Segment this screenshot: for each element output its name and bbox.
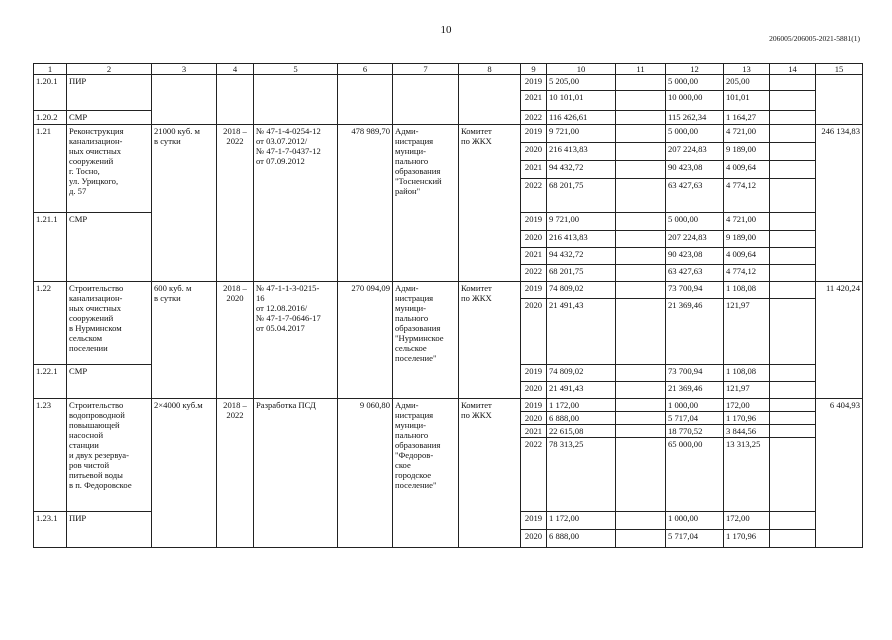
- year-cell: 2020: [521, 530, 547, 548]
- cost-cell: 478 989,70: [338, 125, 393, 282]
- col13-cell: 1 164,27: [724, 111, 770, 125]
- total-cell: 9 721,00: [547, 213, 616, 231]
- col12-cell: 21 369,46: [666, 382, 724, 399]
- row-number: 1.20.1: [34, 75, 67, 111]
- total-cell: 21 491,43: [547, 299, 616, 365]
- col12-cell: 18 770,52: [666, 425, 724, 438]
- col15-cell: [816, 75, 863, 125]
- year-cell: 2019: [521, 213, 547, 231]
- col12-cell: 115 262,34: [666, 111, 724, 125]
- documents-cell: [254, 75, 338, 125]
- col11-cell: [616, 248, 666, 265]
- year-cell: 2021: [521, 161, 547, 179]
- object-name: Строительство водопроводной повышающей насосной станции и двух резервуа- ров чистой питьевой воды в п. Федоровское: [67, 399, 152, 512]
- col13-cell: 3 844,56: [724, 425, 770, 438]
- col11-cell: [616, 91, 666, 111]
- row-number: 1.22.1: [34, 365, 67, 399]
- year-cell: 2020: [521, 231, 547, 248]
- object-name: СМР: [67, 213, 152, 282]
- col13-cell: 4 774,12: [724, 265, 770, 282]
- year-cell: 2022: [521, 438, 547, 512]
- col11-cell: [616, 265, 666, 282]
- header-cell: 13: [724, 64, 770, 75]
- col11-cell: [616, 425, 666, 438]
- col11-cell: [616, 412, 666, 425]
- header-cell: 9: [521, 64, 547, 75]
- col11-cell: [616, 125, 666, 143]
- col12-cell: 5 717,04: [666, 412, 724, 425]
- year-cell: 2019: [521, 75, 547, 91]
- col14-cell: [770, 438, 816, 512]
- col14-cell: [770, 179, 816, 213]
- col11-cell: [616, 365, 666, 382]
- capacity-cell: 600 куб. м в сутки: [152, 282, 217, 399]
- header-cell: 4: [217, 64, 254, 75]
- col14-cell: [770, 265, 816, 282]
- col12-cell: 90 423,08: [666, 248, 724, 265]
- header-cell: 5: [254, 64, 338, 75]
- col13-cell: 1 108,08: [724, 282, 770, 299]
- total-cell: 216 413,83: [547, 231, 616, 248]
- row-number: 1.23.1: [34, 512, 67, 548]
- col11-cell: [616, 299, 666, 365]
- header-cell: 14: [770, 64, 816, 75]
- year-cell: 2019: [521, 512, 547, 530]
- col14-cell: [770, 282, 816, 299]
- total-cell: 78 313,25: [547, 438, 616, 512]
- executor-cell: Комитет по ЖКХ: [459, 125, 521, 282]
- col14-cell: [770, 512, 816, 530]
- col12-cell: 207 224,83: [666, 143, 724, 161]
- capacity-cell: 21000 куб. м в сутки: [152, 125, 217, 282]
- executor-cell: [459, 75, 521, 125]
- total-cell: 68 201,75: [547, 265, 616, 282]
- customer-cell: Адми- нистрация муници- пального образования "Федоров- ское городское поселение": [393, 399, 459, 548]
- total-cell: 10 101,01: [547, 91, 616, 111]
- total-cell: 74 809,02: [547, 282, 616, 299]
- table-row: [34, 75, 863, 91]
- col15-cell: 11 420,24: [816, 282, 863, 399]
- year-cell: 2020: [521, 382, 547, 399]
- document-id: 206005/206005-2021-5881(1): [769, 34, 860, 43]
- documents-cell: № 47-1-1-3-0215- 16 от 12.08.2016/ № 47-1-7-0646-17 от 05.04.2017: [254, 282, 338, 399]
- col12-cell: 5 717,04: [666, 530, 724, 548]
- col14-cell: [770, 399, 816, 412]
- col11-cell: [616, 179, 666, 213]
- header-row: [34, 64, 863, 75]
- total-cell: 94 432,72: [547, 248, 616, 265]
- col11-cell: [616, 382, 666, 399]
- documents-cell: № 47-1-4-0254-12 от 03.07.2012/ № 47-1-7-0437-12 от 07.09.2012: [254, 125, 338, 282]
- col14-cell: [770, 125, 816, 143]
- executor-cell: Комитет по ЖКХ: [459, 282, 521, 399]
- year-cell: 2022: [521, 111, 547, 125]
- col11-cell: [616, 438, 666, 512]
- total-cell: 9 721,00: [547, 125, 616, 143]
- header-cell: 15: [816, 64, 863, 75]
- col11-cell: [616, 111, 666, 125]
- year-cell: 2020: [521, 412, 547, 425]
- header-cell: 8: [459, 64, 521, 75]
- col11-cell: [616, 75, 666, 91]
- col12-cell: 5 000,00: [666, 125, 724, 143]
- cost-cell: 270 094,09: [338, 282, 393, 399]
- program-table: [33, 63, 863, 548]
- header-cell: 11: [616, 64, 666, 75]
- cost-cell: 9 060,80: [338, 399, 393, 548]
- table-row: [34, 282, 863, 299]
- col14-cell: [770, 111, 816, 125]
- object-name: СМР: [67, 365, 152, 399]
- col12-cell: 63 427,63: [666, 179, 724, 213]
- capacity-cell: [152, 75, 217, 125]
- col13-cell: 4 774,12: [724, 179, 770, 213]
- year-cell: 2021: [521, 248, 547, 265]
- col11-cell: [616, 530, 666, 548]
- col13-cell: 4 009,64: [724, 248, 770, 265]
- col12-cell: 73 700,94: [666, 365, 724, 382]
- col14-cell: [770, 231, 816, 248]
- header-cell: 10: [547, 64, 616, 75]
- period-cell: [217, 75, 254, 125]
- period-cell: 2018 – 2020: [217, 282, 254, 399]
- total-cell: 68 201,75: [547, 179, 616, 213]
- year-cell: 2019: [521, 365, 547, 382]
- col11-cell: [616, 161, 666, 179]
- col13-cell: 1 170,96: [724, 530, 770, 548]
- col14-cell: [770, 425, 816, 438]
- col14-cell: [770, 382, 816, 399]
- total-cell: 216 413,83: [547, 143, 616, 161]
- col13-cell: 13 313,25: [724, 438, 770, 512]
- col14-cell: [770, 412, 816, 425]
- page-number: 10: [440, 24, 452, 36]
- year-cell: 2021: [521, 91, 547, 111]
- col13-cell: 9 189,00: [724, 231, 770, 248]
- col13-cell: 9 189,00: [724, 143, 770, 161]
- header-cell: 7: [393, 64, 459, 75]
- col14-cell: [770, 530, 816, 548]
- col14-cell: [770, 161, 816, 179]
- col11-cell: [616, 399, 666, 412]
- col14-cell: [770, 365, 816, 382]
- total-cell: 21 491,43: [547, 382, 616, 399]
- col12-cell: 73 700,94: [666, 282, 724, 299]
- col12-cell: 21 369,46: [666, 299, 724, 365]
- header-cell: 6: [338, 64, 393, 75]
- total-cell: 1 172,00: [547, 399, 616, 412]
- customer-cell: Адми- нистрация муници- пального образования "Тосненский район": [393, 125, 459, 282]
- col12-cell: 63 427,63: [666, 265, 724, 282]
- col13-cell: 101,01: [724, 91, 770, 111]
- total-cell: 116 426,61: [547, 111, 616, 125]
- col12-cell: 65 000,00: [666, 438, 724, 512]
- header-cell: 12: [666, 64, 724, 75]
- col15-cell: 6 404,93: [816, 399, 863, 548]
- col12-cell: 1 000,00: [666, 399, 724, 412]
- col12-cell: 10 000,00: [666, 91, 724, 111]
- col13-cell: 1 170,96: [724, 412, 770, 425]
- col13-cell: 172,00: [724, 399, 770, 412]
- object-name: ПИР: [67, 75, 152, 111]
- year-cell: 2020: [521, 299, 547, 365]
- total-cell: 22 615,08: [547, 425, 616, 438]
- header-cell: 1: [34, 64, 67, 75]
- col11-cell: [616, 143, 666, 161]
- col14-cell: [770, 213, 816, 231]
- table-row: [34, 125, 863, 143]
- col13-cell: 1 108,08: [724, 365, 770, 382]
- capacity-cell: 2×4000 куб.м: [152, 399, 217, 548]
- total-cell: 94 432,72: [547, 161, 616, 179]
- total-cell: 6 888,00: [547, 412, 616, 425]
- year-cell: 2022: [521, 179, 547, 213]
- col12-cell: 5 000,00: [666, 213, 724, 231]
- col13-cell: 205,00: [724, 75, 770, 91]
- table-row: [34, 399, 863, 412]
- col12-cell: 207 224,83: [666, 231, 724, 248]
- col13-cell: 4 009,64: [724, 161, 770, 179]
- col13-cell: 121,97: [724, 299, 770, 365]
- col12-cell: 90 423,08: [666, 161, 724, 179]
- executor-cell: Комитет по ЖКХ: [459, 399, 521, 548]
- col14-cell: [770, 91, 816, 111]
- header-cell: 2: [67, 64, 152, 75]
- row-number: 1.23: [34, 399, 67, 512]
- col14-cell: [770, 75, 816, 91]
- col15-cell: 246 134,83: [816, 125, 863, 282]
- year-cell: 2019: [521, 399, 547, 412]
- row-number: 1.21.1: [34, 213, 67, 282]
- col11-cell: [616, 213, 666, 231]
- col13-cell: 4 721,00: [724, 125, 770, 143]
- object-name: Реконструкция канализацион- ных очистных сооружений г. Тосно, ул. Урицкого, д. 57: [67, 125, 152, 213]
- col11-cell: [616, 282, 666, 299]
- total-cell: 74 809,02: [547, 365, 616, 382]
- cost-cell: [338, 75, 393, 125]
- documents-cell: Разработка ПСД: [254, 399, 338, 548]
- period-cell: 2018 – 2022: [217, 399, 254, 548]
- row-number: 1.21: [34, 125, 67, 213]
- col14-cell: [770, 248, 816, 265]
- total-cell: 1 172,00: [547, 512, 616, 530]
- year-cell: 2022: [521, 265, 547, 282]
- year-cell: 2020: [521, 143, 547, 161]
- object-name: СМР: [67, 111, 152, 125]
- customer-cell: [393, 75, 459, 125]
- row-number: 1.22: [34, 282, 67, 365]
- total-cell: 5 205,00: [547, 75, 616, 91]
- col12-cell: 5 000,00: [666, 75, 724, 91]
- row-number: 1.20.2: [34, 111, 67, 125]
- object-name: ПИР: [67, 512, 152, 548]
- col14-cell: [770, 143, 816, 161]
- period-cell: 2018 – 2022: [217, 125, 254, 282]
- col11-cell: [616, 231, 666, 248]
- col13-cell: 121,97: [724, 382, 770, 399]
- col12-cell: 1 000,00: [666, 512, 724, 530]
- customer-cell: Адми- нистрация муници- пального образования "Нурминское сельское поселение": [393, 282, 459, 399]
- total-cell: 6 888,00: [547, 530, 616, 548]
- col13-cell: 4 721,00: [724, 213, 770, 231]
- year-cell: 2019: [521, 282, 547, 299]
- object-name: Строительство канализацион- ных очистных сооружений в Нурминском сельском поселении: [67, 282, 152, 365]
- year-cell: 2021: [521, 425, 547, 438]
- header-cell: 3: [152, 64, 217, 75]
- col11-cell: [616, 512, 666, 530]
- year-cell: 2019: [521, 125, 547, 143]
- col13-cell: 172,00: [724, 512, 770, 530]
- col14-cell: [770, 299, 816, 365]
